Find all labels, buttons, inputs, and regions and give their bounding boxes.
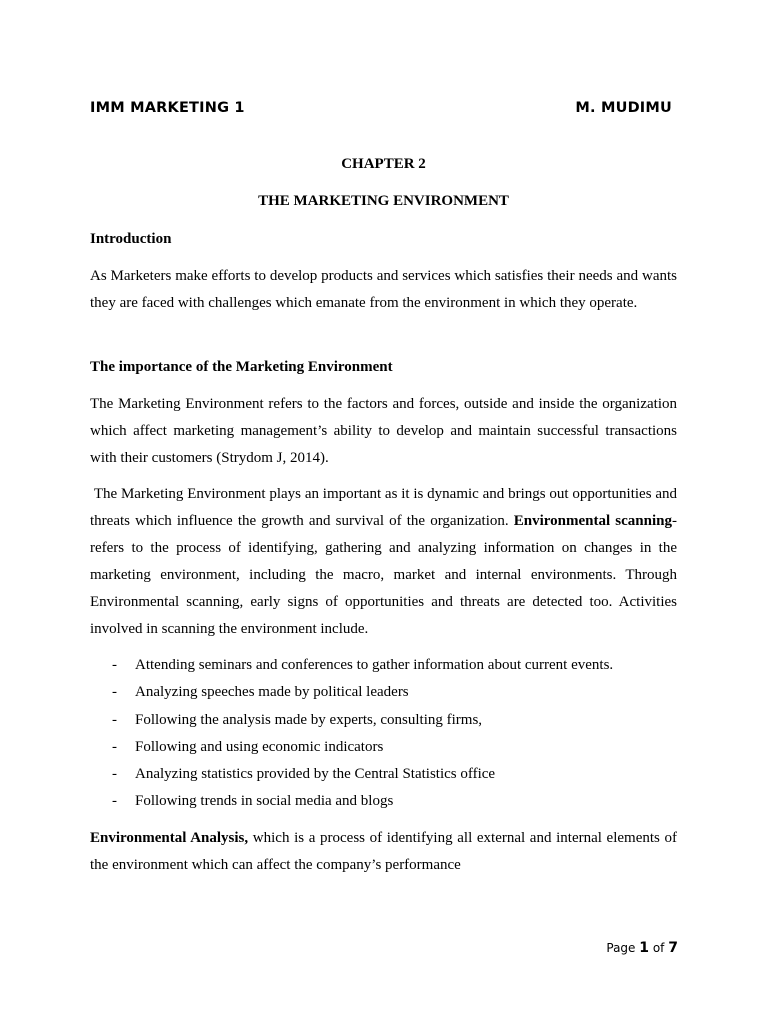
intro-heading: Introduction xyxy=(90,231,172,247)
list-item xyxy=(90,735,677,762)
intro-paragraph: As Marketers make efforts to develop products and services which satisfies their needs and wants they are faced with challenges which emanate from the environment in which they operate. xyxy=(90,268,677,311)
list-item xyxy=(90,708,677,735)
list-marker: - xyxy=(112,684,117,701)
list-marker: - xyxy=(112,738,117,755)
list-marker: - xyxy=(112,711,117,728)
importance-heading: The importance of the Marketing Environment xyxy=(90,359,393,375)
importance-paragraph-1: The Marketing Environment refers to the factors and forces, outside and inside the organization which affect marketing management’s ability to develop and maintain successful transactions with their customers (Strydom J, 2014). xyxy=(90,396,677,466)
total-pages: 7 xyxy=(668,940,678,956)
page-footer xyxy=(606,940,678,956)
activities-list xyxy=(90,653,677,817)
list-item-text: Following trends in social media and blogs xyxy=(135,793,394,810)
list-item xyxy=(90,762,677,789)
list-item-text: Analyzing statistics provided by the Central Statistics office xyxy=(135,766,496,783)
list-item-text: Analyzing speeches made by political leaders xyxy=(135,684,409,701)
analysis-text: which is a process of identifying all external and internal elements of the environment which can affect the company’s performance xyxy=(90,830,681,873)
page-label: Page xyxy=(606,941,636,955)
of-label: of xyxy=(652,941,665,955)
page-number: 1 xyxy=(639,940,650,956)
list-marker: - xyxy=(112,657,117,673)
list-item xyxy=(90,653,677,680)
list-marker: - xyxy=(112,766,117,783)
document-title: THE MARKETING ENVIRONMENT xyxy=(258,193,509,209)
list-item-text: Attending seminars and conferences to gather information about current events. xyxy=(135,657,614,673)
scanning-term: Environmental scanning xyxy=(513,513,672,529)
list-item-text: Following and using economic indicators xyxy=(135,738,384,755)
paragraph-2-end: -refers to the process of identifying, gathering and analyzing information on changes in the marketing environment, including the macro, market and internal environments. Through Environmental scanning, early signs of opportunities and threats are detected too. Activities involved in scanning the environment include. xyxy=(90,513,677,637)
importance-paragraph-2 xyxy=(90,481,681,643)
list-item xyxy=(90,680,677,707)
list-item-text: Following the analysis made by experts, consulting firms, xyxy=(135,711,483,728)
header-course: IMM MARKETING 1 xyxy=(90,100,245,116)
list-marker: - xyxy=(112,793,117,810)
chapter-heading: CHAPTER 2 xyxy=(341,156,426,172)
analysis-term: Environmental Analysis, xyxy=(90,830,249,846)
header-author: M. MUDIMU xyxy=(575,100,672,116)
list-item xyxy=(90,789,677,816)
analysis-paragraph xyxy=(90,825,681,879)
paragraph-2-start: The Marketing Environment plays an important as it is dynamic and brings out opportunities and threats which influence the growth and survival of the organization. xyxy=(90,486,681,529)
